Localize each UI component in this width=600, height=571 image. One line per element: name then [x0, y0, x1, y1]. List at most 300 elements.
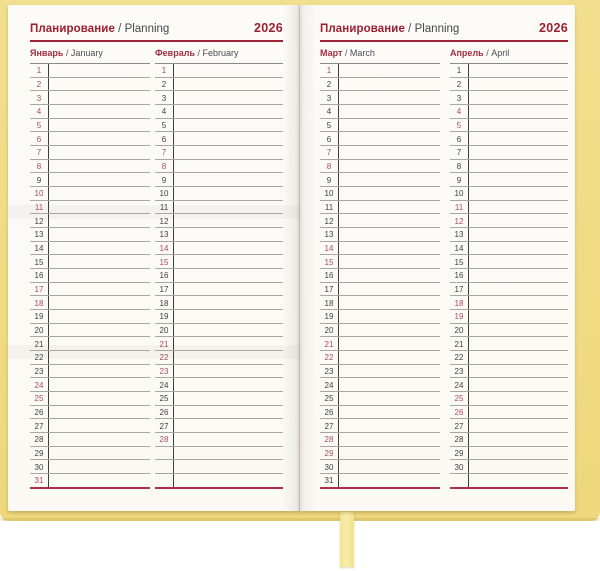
day-entry-line: [469, 132, 568, 145]
day-entry-line: [49, 447, 150, 460]
day-row: [30, 447, 150, 461]
day-number: 16: [30, 269, 49, 282]
day-entry-line: [469, 310, 568, 323]
day-row: [320, 406, 440, 420]
day-entry-line: [174, 242, 283, 255]
day-row: [450, 283, 568, 297]
day-number: 7: [450, 146, 469, 159]
day-entry-line: [339, 474, 440, 487]
day-number: 24: [155, 378, 174, 391]
header-rule: [30, 40, 283, 42]
day-row: [155, 351, 283, 365]
day-entry-line: [174, 460, 283, 473]
day-entry-line: [469, 173, 568, 186]
day-entry-line: [49, 460, 150, 473]
month-title: [450, 48, 568, 63]
day-entry-line: [469, 378, 568, 391]
month-name-en: February: [202, 48, 239, 58]
day-entry-line: [339, 283, 440, 296]
day-number: 2: [155, 78, 174, 91]
day-number: 2: [320, 78, 339, 91]
day-entry-line: [49, 365, 150, 378]
day-row: [155, 378, 283, 392]
day-row: [155, 392, 283, 406]
day-entry-line: [339, 255, 440, 268]
day-row: [320, 310, 440, 324]
day-row: [320, 173, 440, 187]
day-number: 22: [155, 351, 174, 364]
day-entry-line: [469, 337, 568, 350]
day-entry-line: [49, 269, 150, 282]
day-entry-line: [49, 296, 150, 309]
month-name-ru: Март: [320, 48, 343, 58]
day-entry-line: [339, 296, 440, 309]
day-entry-line: [49, 283, 150, 296]
day-entry-line: [339, 187, 440, 200]
day-row: [450, 365, 568, 379]
page-title: [320, 19, 459, 37]
day-number: [155, 474, 174, 487]
day-row: [30, 460, 150, 474]
day-number: 1: [30, 64, 49, 77]
day-entry-line: [49, 392, 150, 405]
day-row: [450, 105, 568, 119]
day-entry-line: [469, 296, 568, 309]
day-number: 5: [450, 119, 469, 132]
day-number: 3: [155, 91, 174, 104]
day-entry-line: [339, 392, 440, 405]
day-row: [30, 351, 150, 365]
day-row: [155, 119, 283, 133]
day-row: [155, 365, 283, 379]
day-entry-line: [339, 146, 440, 159]
day-entry-line: [339, 105, 440, 118]
day-entry-line: [174, 269, 283, 282]
day-entry-line: [339, 365, 440, 378]
day-number: 26: [155, 406, 174, 419]
day-number: 23: [155, 365, 174, 378]
day-number: 10: [155, 187, 174, 200]
day-number: 27: [155, 419, 174, 432]
day-number: 23: [320, 365, 339, 378]
day-row: [155, 160, 283, 174]
day-number: 3: [30, 91, 49, 104]
day-row: [30, 296, 150, 310]
day-number: 21: [320, 337, 339, 350]
day-number: 20: [30, 324, 49, 337]
day-entry-line: [339, 242, 440, 255]
day-row: [320, 255, 440, 269]
day-entry-line: [174, 296, 283, 309]
day-number: 7: [155, 146, 174, 159]
ribbon-bookmark: [340, 512, 354, 567]
day-row: [155, 242, 283, 256]
day-grid: [320, 63, 440, 489]
day-number: 9: [155, 173, 174, 186]
day-number: 8: [320, 160, 339, 173]
day-row: [155, 324, 283, 338]
day-entry-line: [174, 105, 283, 118]
day-row: [30, 378, 150, 392]
day-entry-line: [469, 460, 568, 473]
day-number: 19: [320, 310, 339, 323]
day-entry-line: [339, 160, 440, 173]
day-number: 25: [155, 392, 174, 405]
day-entry-line: [49, 132, 150, 145]
day-entry-line: [49, 337, 150, 350]
day-row: [30, 324, 150, 338]
day-row: [155, 474, 283, 487]
day-entry-line: [339, 433, 440, 446]
day-entry-line: [174, 187, 283, 200]
day-entry-line: [469, 365, 568, 378]
day-row: [450, 132, 568, 146]
day-number: 9: [320, 173, 339, 186]
day-number: [155, 460, 174, 473]
day-number: 10: [30, 187, 49, 200]
day-number: 19: [155, 310, 174, 323]
day-row: [155, 269, 283, 283]
day-row: [320, 460, 440, 474]
day-entry-line: [49, 146, 150, 159]
day-row: [450, 419, 568, 433]
day-row: [155, 187, 283, 201]
day-entry-line: [469, 255, 568, 268]
page-title-ru: Планирование: [30, 23, 115, 35]
day-entry-line: [49, 173, 150, 186]
day-row: [155, 201, 283, 215]
day-number: 16: [320, 269, 339, 282]
day-row: [450, 228, 568, 242]
day-row: [320, 324, 440, 338]
day-number: 17: [320, 283, 339, 296]
day-row: [155, 78, 283, 92]
day-entry-line: [174, 406, 283, 419]
day-number: 6: [320, 132, 339, 145]
day-number: 25: [320, 392, 339, 405]
day-number: [450, 474, 469, 487]
day-entry-line: [469, 78, 568, 91]
day-entry-line: [174, 255, 283, 268]
day-entry-line: [49, 351, 150, 364]
day-number: 18: [155, 296, 174, 309]
month-name-en: March: [349, 48, 375, 58]
day-number: 11: [450, 201, 469, 214]
day-entry-line: [469, 447, 568, 460]
day-entry-line: [174, 283, 283, 296]
page-title-ru: Планирование: [320, 23, 405, 35]
day-entry-line: [174, 324, 283, 337]
day-row: [450, 214, 568, 228]
day-row: [450, 119, 568, 133]
day-entry-line: [469, 433, 568, 446]
day-number: 27: [30, 419, 49, 432]
day-row: [450, 310, 568, 324]
day-number: 12: [320, 214, 339, 227]
day-number: 12: [450, 214, 469, 227]
day-number: 6: [30, 132, 49, 145]
day-entry-line: [174, 392, 283, 405]
day-row: [30, 228, 150, 242]
day-row: [320, 447, 440, 461]
day-row: [155, 283, 283, 297]
day-entry-line: [339, 378, 440, 391]
day-row: [30, 91, 150, 105]
day-row: [450, 447, 568, 461]
day-number: 18: [450, 296, 469, 309]
day-row: [30, 269, 150, 283]
day-row: [450, 378, 568, 392]
day-row: [30, 255, 150, 269]
day-row: [320, 378, 440, 392]
day-row: [450, 406, 568, 420]
day-number: 6: [450, 132, 469, 145]
day-row: [320, 296, 440, 310]
day-grid: [450, 63, 568, 489]
page-title-separator: /: [404, 23, 415, 35]
page-title-en: Planning: [124, 23, 170, 35]
day-entry-line: [174, 228, 283, 241]
year-label: 2026: [538, 21, 568, 35]
day-entry-line: [49, 201, 150, 214]
day-row: [30, 365, 150, 379]
month-column-april: [450, 48, 568, 489]
day-number: 15: [30, 255, 49, 268]
day-row: [155, 146, 283, 160]
day-entry-line: [49, 255, 150, 268]
day-row: [30, 78, 150, 92]
day-entry-line: [49, 91, 150, 104]
day-row: [30, 242, 150, 256]
day-entry-line: [174, 132, 283, 145]
day-number: 27: [450, 419, 469, 432]
day-entry-line: [339, 119, 440, 132]
day-number: 5: [320, 119, 339, 132]
day-row: [155, 310, 283, 324]
day-grid: [155, 63, 283, 489]
day-number: 13: [450, 228, 469, 241]
day-number: 11: [320, 201, 339, 214]
day-row: [320, 433, 440, 447]
day-entry-line: [49, 187, 150, 200]
day-number: 11: [155, 201, 174, 214]
day-row: [30, 310, 150, 324]
day-number: 13: [30, 228, 49, 241]
day-entry-line: [49, 214, 150, 227]
page-title-separator: /: [114, 23, 125, 35]
day-row: [30, 201, 150, 215]
day-number: 18: [320, 296, 339, 309]
day-number: 1: [320, 64, 339, 77]
day-row: [155, 419, 283, 433]
day-row: [450, 64, 568, 78]
day-entry-line: [49, 474, 150, 487]
day-row: [450, 242, 568, 256]
day-number: 1: [155, 64, 174, 77]
day-number: 8: [450, 160, 469, 173]
day-number: 20: [450, 324, 469, 337]
day-number: 31: [30, 474, 49, 487]
day-number: 30: [450, 460, 469, 473]
day-number: 4: [320, 105, 339, 118]
day-row: [450, 324, 568, 338]
day-number: 21: [155, 337, 174, 350]
day-row: [320, 132, 440, 146]
day-number: 29: [450, 447, 469, 460]
day-row: [30, 146, 150, 160]
day-number: 23: [30, 365, 49, 378]
month-name-separator: /: [483, 48, 492, 58]
day-row: [155, 433, 283, 447]
day-entry-line: [469, 119, 568, 132]
day-row: [450, 160, 568, 174]
day-entry-line: [174, 433, 283, 446]
day-grid: [30, 63, 150, 489]
day-row: [155, 91, 283, 105]
day-number: 7: [30, 146, 49, 159]
day-row: [320, 160, 440, 174]
day-row: [30, 283, 150, 297]
day-number: 26: [450, 406, 469, 419]
day-entry-line: [469, 242, 568, 255]
day-row: [155, 460, 283, 474]
month-title: [30, 48, 150, 63]
day-row: [320, 214, 440, 228]
day-entry-line: [174, 119, 283, 132]
day-entry-line: [174, 365, 283, 378]
day-entry-line: [49, 310, 150, 323]
day-entry-line: [339, 91, 440, 104]
day-entry-line: [469, 392, 568, 405]
day-number: 17: [450, 283, 469, 296]
day-entry-line: [49, 378, 150, 391]
day-entry-line: [339, 269, 440, 282]
day-number: 14: [320, 242, 339, 255]
month-title: [155, 48, 283, 63]
day-row: [320, 91, 440, 105]
year-label: 2026: [253, 21, 283, 35]
day-number: 22: [450, 351, 469, 364]
day-row: [320, 269, 440, 283]
day-row: [450, 173, 568, 187]
day-number: 8: [30, 160, 49, 173]
day-row: [30, 433, 150, 447]
day-number: 14: [30, 242, 49, 255]
day-entry-line: [469, 201, 568, 214]
month-column-january: [30, 48, 150, 489]
day-row: [450, 474, 568, 487]
day-row: [450, 255, 568, 269]
day-number: 19: [30, 310, 49, 323]
day-number: 13: [155, 228, 174, 241]
page-header: [30, 19, 283, 42]
day-row: [155, 105, 283, 119]
day-row: [320, 419, 440, 433]
day-entry-line: [49, 119, 150, 132]
day-entry-line: [339, 201, 440, 214]
day-entry-line: [469, 160, 568, 173]
day-number: 28: [320, 433, 339, 446]
day-row: [155, 296, 283, 310]
day-row: [450, 392, 568, 406]
day-row: [30, 187, 150, 201]
day-row: [320, 392, 440, 406]
day-row: [320, 146, 440, 160]
day-number: 24: [450, 378, 469, 391]
day-entry-line: [174, 173, 283, 186]
day-entry-line: [339, 173, 440, 186]
day-row: [30, 214, 150, 228]
day-row: [320, 242, 440, 256]
day-entry-line: [339, 64, 440, 77]
day-number: 4: [155, 105, 174, 118]
day-row: [320, 474, 440, 487]
day-row: [320, 365, 440, 379]
day-number: 10: [450, 187, 469, 200]
day-number: 3: [450, 91, 469, 104]
day-entry-line: [469, 146, 568, 159]
day-entry-line: [49, 433, 150, 446]
day-number: 14: [155, 242, 174, 255]
day-row: [155, 406, 283, 420]
day-row: [30, 173, 150, 187]
day-number: 24: [320, 378, 339, 391]
day-number: 3: [320, 91, 339, 104]
day-entry-line: [339, 132, 440, 145]
day-row: [30, 474, 150, 487]
day-number: 19: [450, 310, 469, 323]
day-number: 30: [30, 460, 49, 473]
right-page: [300, 5, 575, 511]
month-name-ru: Январь: [30, 48, 64, 58]
day-row: [30, 132, 150, 146]
day-entry-line: [174, 378, 283, 391]
day-row: [155, 447, 283, 461]
day-entry-line: [339, 337, 440, 350]
day-entry-line: [174, 201, 283, 214]
day-entry-line: [174, 310, 283, 323]
month-title: [320, 48, 440, 63]
day-row: [30, 160, 150, 174]
day-number: 7: [320, 146, 339, 159]
day-number: 23: [450, 365, 469, 378]
day-number: 16: [450, 269, 469, 282]
day-number: 22: [30, 351, 49, 364]
day-row: [320, 64, 440, 78]
day-row: [450, 78, 568, 92]
day-entry-line: [174, 419, 283, 432]
day-entry-line: [339, 214, 440, 227]
day-entry-line: [339, 419, 440, 432]
day-entry-line: [49, 242, 150, 255]
day-number: 20: [320, 324, 339, 337]
day-entry-line: [469, 269, 568, 282]
day-number: 4: [450, 105, 469, 118]
month-name-separator: /: [342, 48, 350, 58]
day-row: [30, 392, 150, 406]
day-row: [155, 228, 283, 242]
month-column-february: [155, 48, 283, 489]
day-entry-line: [49, 228, 150, 241]
day-entry-line: [174, 351, 283, 364]
day-number: 4: [30, 105, 49, 118]
day-row: [30, 64, 150, 78]
day-entry-line: [174, 91, 283, 104]
day-row: [320, 228, 440, 242]
month-column-march: [320, 48, 440, 489]
day-number: 25: [450, 392, 469, 405]
day-number: 12: [30, 214, 49, 227]
